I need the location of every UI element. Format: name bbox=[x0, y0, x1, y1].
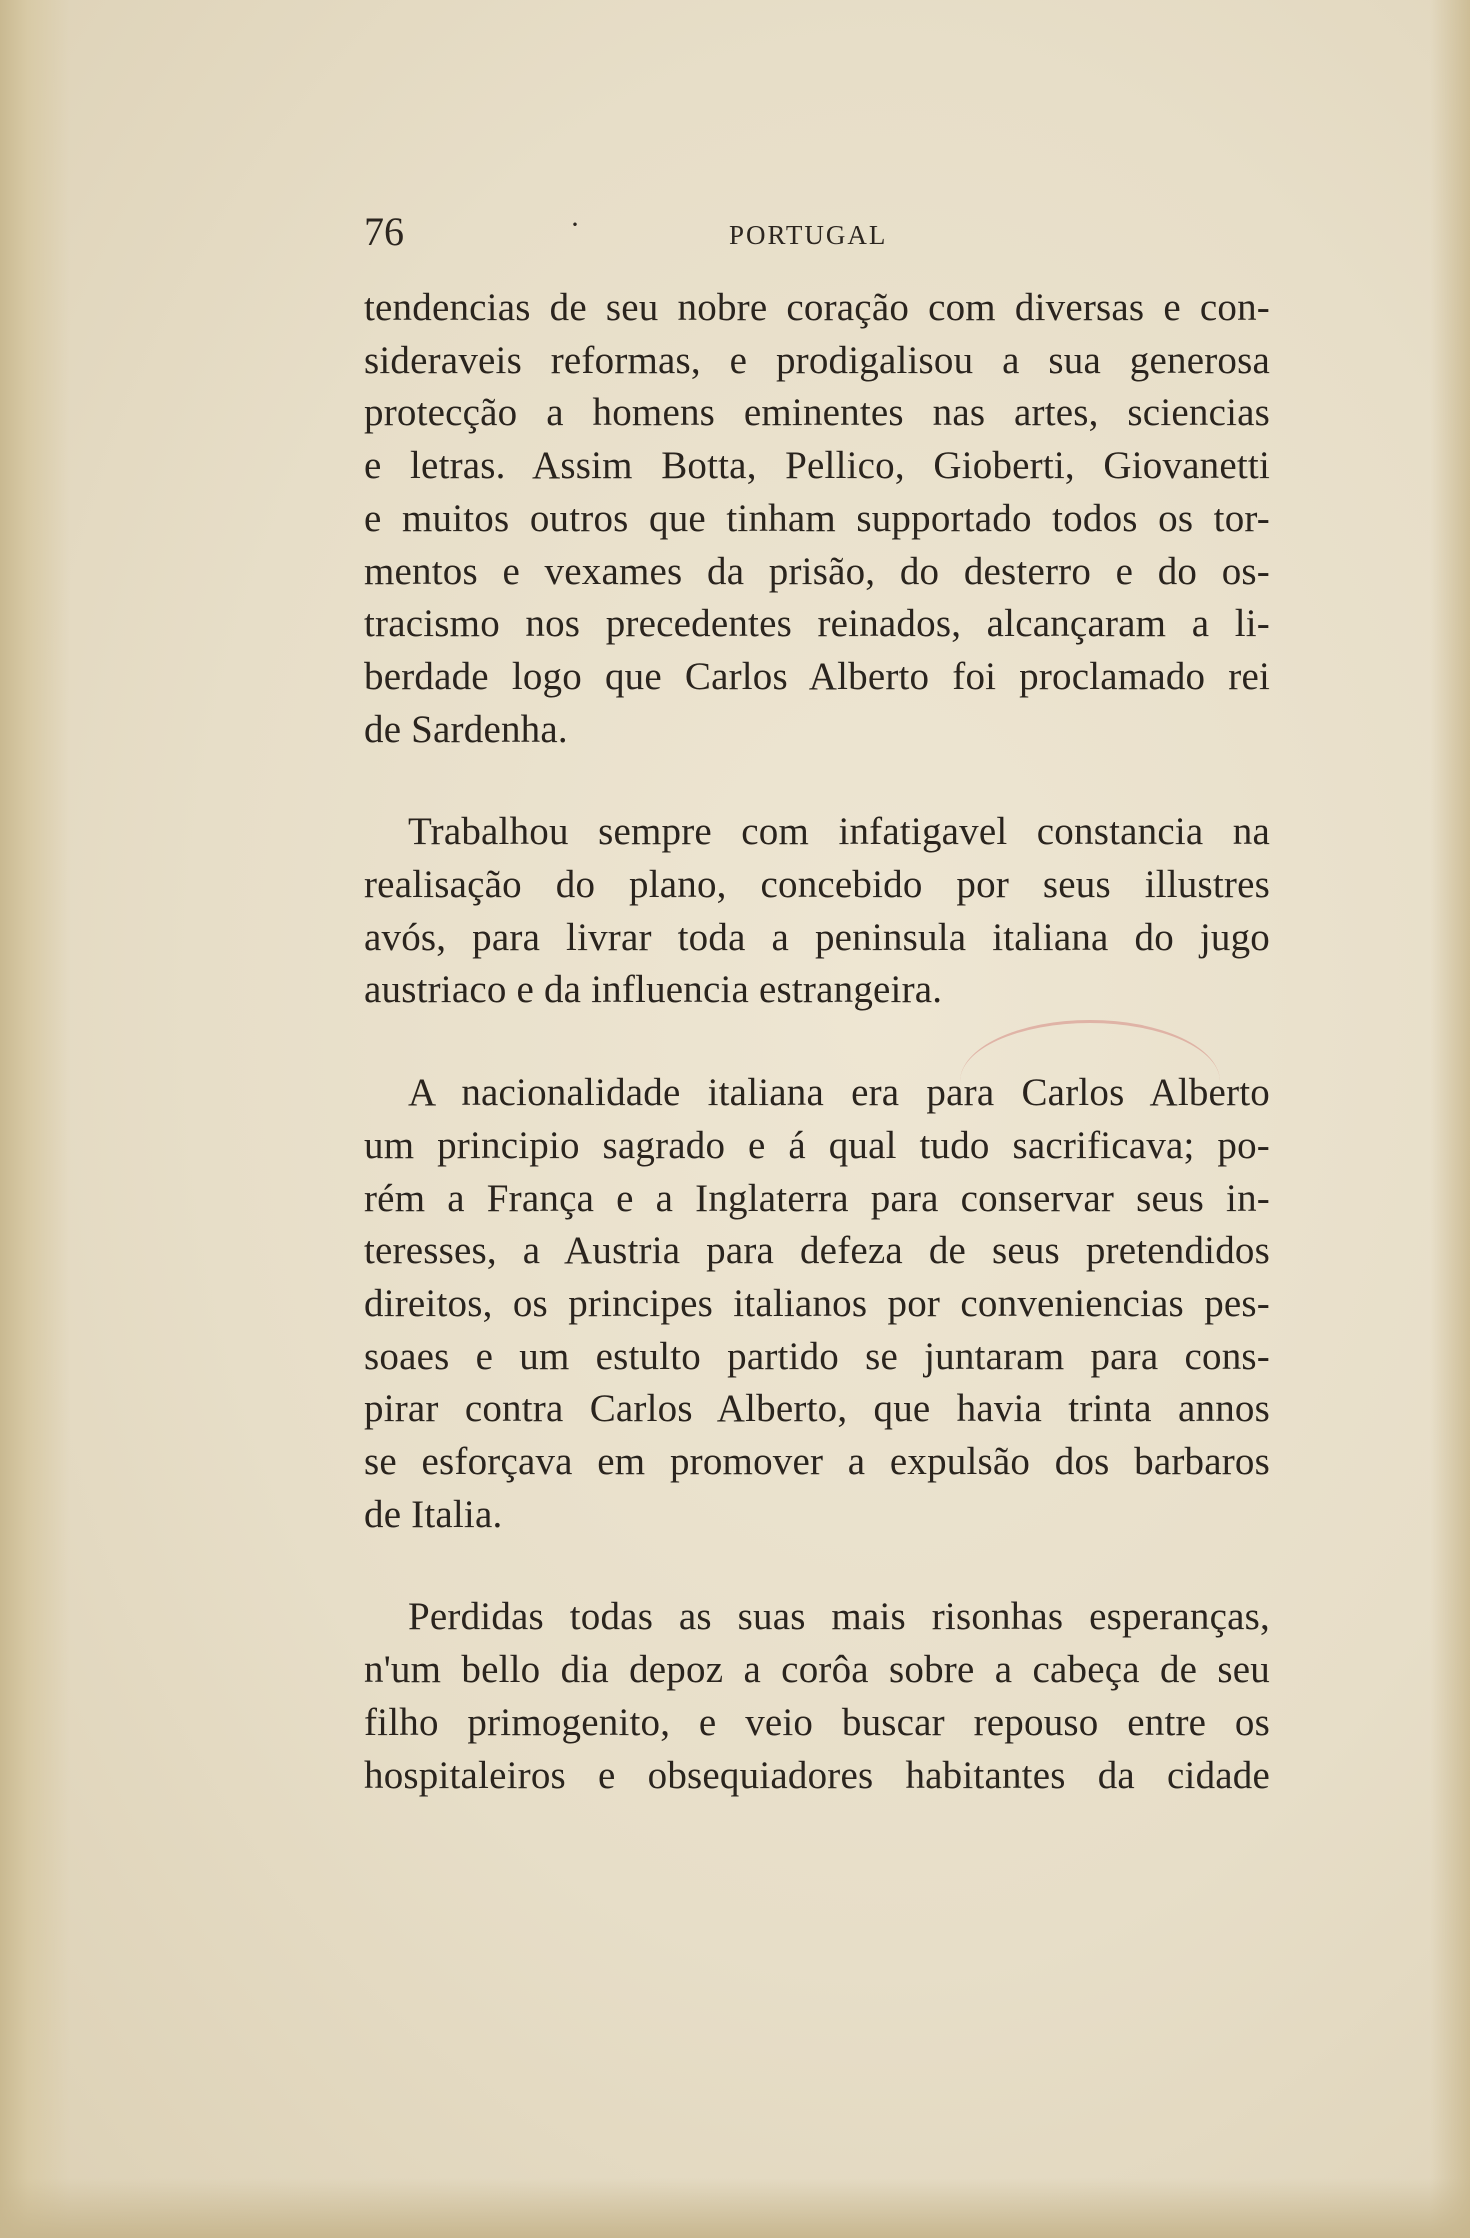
page-number: 76 bbox=[364, 209, 404, 254]
paragraph-1 bbox=[364, 282, 1270, 756]
text-line: direitos, os principes italianos por conveniencias pes- bbox=[364, 1281, 1270, 1325]
text-line: tendencias de seu nobre coração com diversas e con- bbox=[364, 286, 1270, 329]
text-line: um principio sagrado e á qual tudo sacrificava; po- bbox=[364, 1123, 1270, 1167]
page-bottom-edge-shadow bbox=[0, 2178, 1470, 2238]
text-line: de Sardenha. bbox=[364, 707, 568, 751]
paragraph-4 bbox=[364, 1591, 1270, 1802]
paragraph-2 bbox=[364, 806, 1270, 1017]
text-line: n'um bello dia depoz a corôa sobre a cabeça de seu bbox=[364, 1648, 1270, 1692]
text-line: protecção a homens eminentes nas artes, sciencias bbox=[364, 391, 1270, 435]
text-line: pirar contra Carlos Alberto, que havia trinta annos bbox=[364, 1387, 1270, 1431]
text-line: e letras. Assim Botta, Pellico, Gioberti, Giovanetti bbox=[364, 444, 1270, 488]
page-right-edge-shadow bbox=[1430, 0, 1470, 2238]
text-line: se esforçava em promover a expulsão dos barbaros bbox=[364, 1440, 1270, 1484]
running-head bbox=[364, 208, 1270, 268]
text-line: filho primogenito, e veio buscar repouso entre os bbox=[364, 1700, 1270, 1744]
running-title: PORTUGAL bbox=[729, 220, 888, 250]
text-line: Trabalhou sempre com infatigavel constancia na bbox=[408, 810, 1270, 854]
paragraph-3 bbox=[364, 1067, 1270, 1541]
text-line: sideraveis reformas, e prodigalisou a sua generosa bbox=[364, 338, 1270, 382]
header-dot: · bbox=[570, 208, 580, 241]
text-line: realisação do plano, concebido por seus illustres bbox=[364, 863, 1270, 907]
text-line: rém a França e a Inglaterra para conservar seus in- bbox=[364, 1176, 1270, 1220]
text-line: teresses, a Austria para defeza de seus pretendidos bbox=[364, 1229, 1270, 1273]
text-line: soaes e um estulto partido se juntaram para cons- bbox=[364, 1334, 1270, 1378]
text-line: Perdidas todas as suas mais risonhas esperanças, bbox=[408, 1595, 1270, 1639]
body-text bbox=[364, 282, 1270, 1802]
text-line: tracismo nos precedentes reinados, alcançaram a li- bbox=[364, 602, 1270, 646]
text-line: austriaco e da influencia estrangeira. bbox=[364, 968, 943, 1012]
text-line: A nacionalidade italiana era para Carlos Alberto bbox=[408, 1071, 1270, 1115]
text-line: hospitaleiros e obsequiadores habitantes da cidade bbox=[364, 1753, 1270, 1797]
text-line: avós, para livrar toda a peninsula italiana do jugo bbox=[364, 915, 1270, 959]
text-line: e muitos outros que tinham supportado todos os tor- bbox=[364, 496, 1270, 540]
page-left-edge-shadow bbox=[0, 0, 70, 2238]
text-line: de Italia. bbox=[364, 1492, 503, 1536]
text-line: berdade logo que Carlos Alberto foi proclamado rei bbox=[364, 654, 1270, 698]
text-line: mentos e vexames da prisão, do desterro e do os- bbox=[364, 549, 1270, 593]
